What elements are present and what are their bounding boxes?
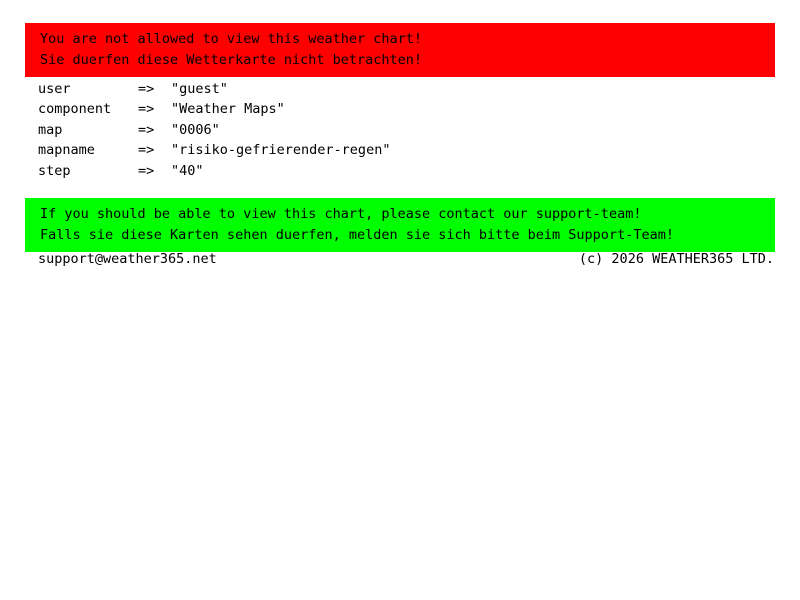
error-banner-line-en: You are not allowed to view this weather chart! xyxy=(40,31,423,47)
parameter-row-user xyxy=(38,79,758,99)
parameter-row-step xyxy=(38,161,758,181)
parameter-row-component xyxy=(38,99,758,119)
support-banner-line-en: If you should be able to view this chart, please contact our support-team! xyxy=(40,206,642,222)
parameter-key: mapname xyxy=(38,142,95,159)
parameter-list xyxy=(38,79,758,181)
parameter-value: "0006" xyxy=(171,121,220,138)
support-email-link[interactable]: support@weather365.net xyxy=(38,251,217,267)
parameter-row-map xyxy=(38,120,758,140)
parameter-arrow: => xyxy=(138,101,155,118)
error-banner xyxy=(25,23,775,77)
support-banner xyxy=(25,198,775,252)
parameter-key: step xyxy=(38,162,71,179)
parameter-value: "guest" xyxy=(171,81,228,97)
footer xyxy=(38,249,774,269)
parameter-key: user xyxy=(38,81,71,97)
copyright-text: (c) 2026 WEATHER365 LTD. xyxy=(578,251,774,267)
parameter-arrow: => xyxy=(138,142,155,159)
parameter-value: "40" xyxy=(171,162,204,179)
parameter-key: map xyxy=(38,121,63,138)
support-banner-line-de: Falls sie diese Karten sehen duerfen, melden sie sich bitte beim Support-Team! xyxy=(40,227,674,243)
parameter-arrow: => xyxy=(138,121,155,138)
parameter-value: "risiko-gefrierender-regen" xyxy=(171,142,391,159)
parameter-arrow: => xyxy=(138,81,155,97)
error-banner-line-de: Sie duerfen diese Wetterkarte nicht betrachten! xyxy=(40,52,423,68)
parameter-key: component xyxy=(38,101,112,118)
parameter-arrow: => xyxy=(138,162,155,179)
parameter-row-mapname xyxy=(38,140,758,160)
parameter-value: "Weather Maps" xyxy=(171,101,285,118)
